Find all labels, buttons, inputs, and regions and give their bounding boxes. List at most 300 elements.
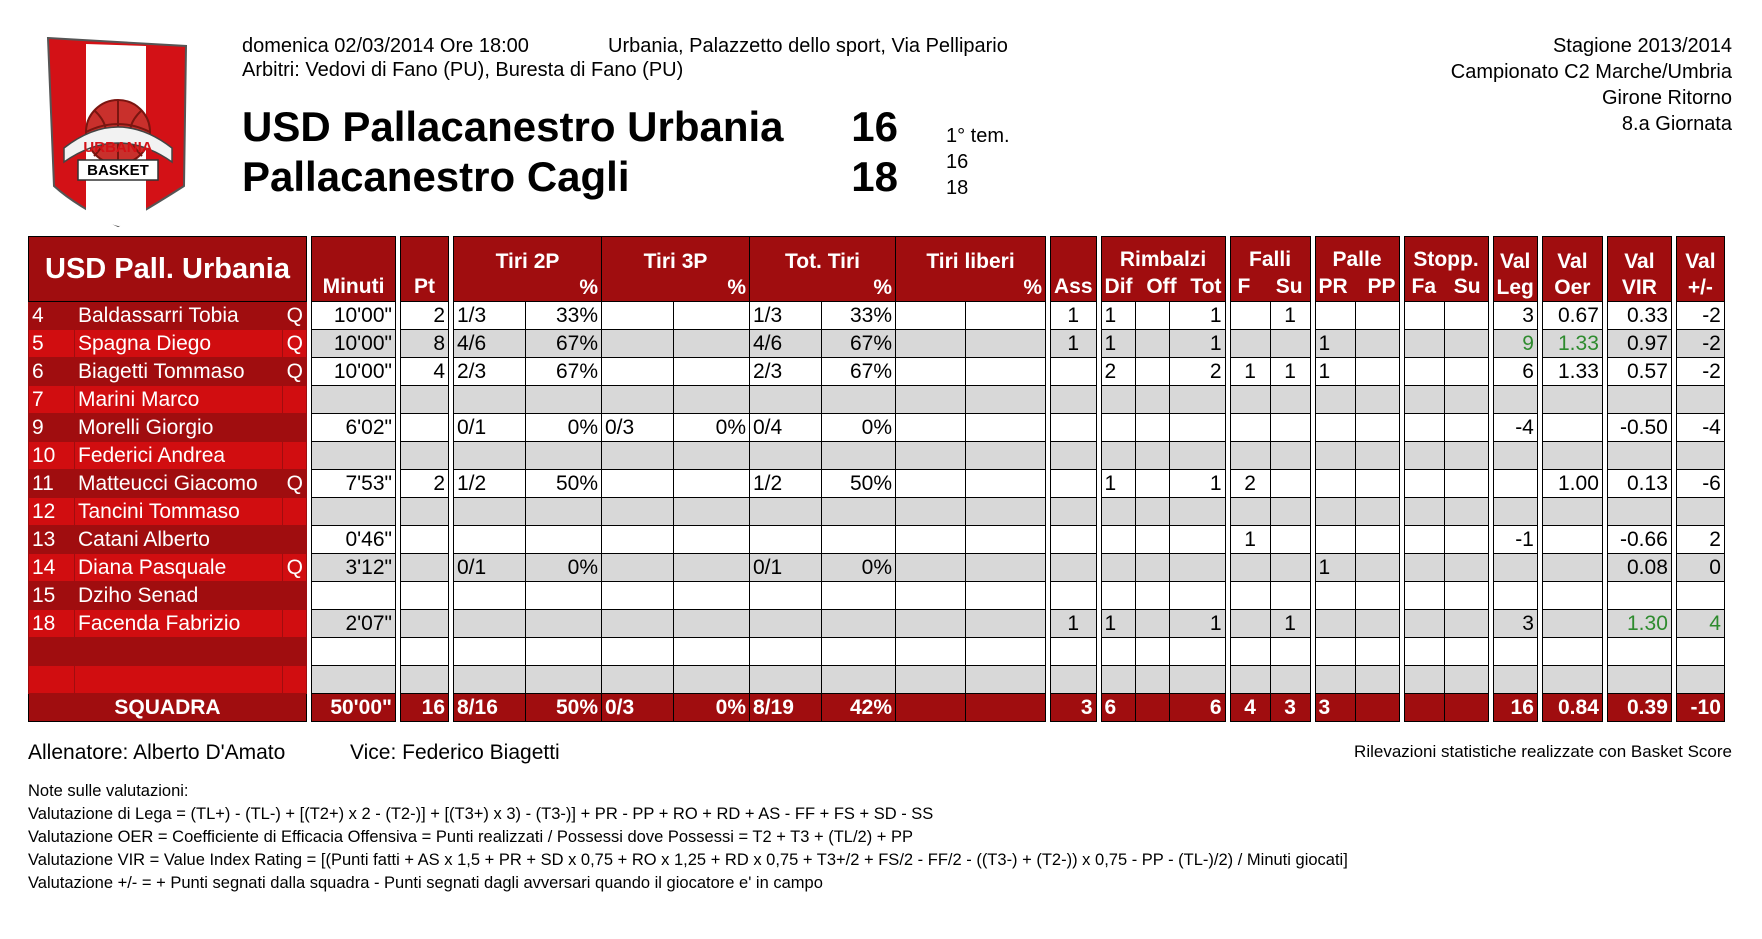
cell-pt: 4	[401, 358, 449, 386]
cell-name: Facenda Fabrizio	[75, 610, 283, 638]
totals-rtot: 6	[1169, 694, 1225, 722]
cell-ssu	[1444, 526, 1488, 554]
cell-tl	[896, 442, 966, 470]
cell-fsu	[1270, 442, 1310, 470]
cell-t2p	[526, 442, 602, 470]
cell-tl	[896, 470, 966, 498]
cell-pt	[401, 638, 449, 666]
cell-ttp	[822, 386, 896, 414]
cell-ssu	[1444, 358, 1488, 386]
cell-tl	[896, 414, 966, 442]
cell-t3	[602, 582, 674, 610]
cell-t2: 0/1	[454, 414, 526, 442]
cell-pr	[1315, 638, 1355, 666]
table-row	[29, 358, 1725, 386]
cell-vir	[1607, 582, 1671, 610]
cell-tl	[896, 610, 966, 638]
table-row	[29, 638, 1725, 666]
cell-ass: 1	[1051, 302, 1097, 330]
cell-tl	[896, 554, 966, 582]
cell-pr: 1	[1315, 358, 1355, 386]
cell-rdif	[1101, 638, 1135, 666]
table-row	[29, 470, 1725, 498]
cell-tl	[896, 638, 966, 666]
cell-pt	[401, 666, 449, 694]
home-score: 16	[851, 103, 898, 150]
cell-sfa	[1404, 582, 1444, 610]
cell-oer	[1542, 638, 1602, 666]
header-tiri3p: Tiri 3P	[643, 250, 708, 273]
cell-pr	[1315, 414, 1355, 442]
cell-t3p	[674, 610, 750, 638]
cell-oer	[1542, 666, 1602, 694]
cell-leg: 6	[1493, 358, 1537, 386]
cell-t2	[454, 666, 526, 694]
cell-t2	[454, 610, 526, 638]
cell-tlp	[966, 526, 1046, 554]
cell-t3p	[674, 302, 750, 330]
header-oer: Oer	[1554, 276, 1591, 299]
cell-ttp	[822, 610, 896, 638]
cell-t2p	[526, 386, 602, 414]
cell-roff	[1135, 666, 1169, 694]
cell-pm	[1676, 498, 1724, 526]
cell-rdif: 1	[1101, 610, 1135, 638]
cell-min	[312, 386, 396, 414]
cell-t2	[454, 442, 526, 470]
cell-ssu	[1444, 666, 1488, 694]
header-stopp-fa: Fa	[1411, 275, 1437, 298]
cell-rdif: 1	[1101, 330, 1135, 358]
header-pm: +/-	[1687, 276, 1713, 299]
cell-t3	[602, 666, 674, 694]
table-row	[29, 610, 1725, 638]
round: Girone Ritorno	[1601, 87, 1732, 109]
totals-t3p: 0%	[674, 694, 750, 722]
coach: Allenatore: Alberto D'Amato	[28, 741, 286, 764]
header-falli-f: F	[1237, 275, 1251, 298]
cell-t2: 0/1	[454, 554, 526, 582]
cell-leg: 3	[1493, 302, 1537, 330]
cell-rtot	[1169, 386, 1225, 414]
cell-pr: 1	[1315, 330, 1355, 358]
cell-rtot: 2	[1169, 358, 1225, 386]
cell-ssu	[1444, 610, 1488, 638]
note-oer: Valutazione OER = Coefficiente di Efficacia Offensiva = Punti realizzati / Possessi dove Possessi = T2 + T3 + (TL/2) + PP	[28, 828, 914, 846]
cell-ssu	[1444, 554, 1488, 582]
cell-rdif	[1101, 386, 1135, 414]
cell-t2: 4/6	[454, 330, 526, 358]
totals-ssu	[1444, 694, 1488, 722]
cell-pm	[1676, 666, 1724, 694]
cell-ass: 1	[1051, 610, 1097, 638]
cell-rdif	[1101, 498, 1135, 526]
cell-tt	[750, 498, 822, 526]
logo-text-basket: BASKET	[87, 162, 149, 179]
header-val-oer: Val	[1557, 250, 1588, 273]
cell-oer: 1.33	[1542, 358, 1602, 386]
cell-leg	[1493, 582, 1537, 610]
header-val-vir: Val	[1624, 250, 1655, 273]
cell-pt	[401, 582, 449, 610]
header-tiriliberi-pct: %	[1023, 276, 1042, 299]
header-ass: Ass	[1051, 237, 1097, 302]
note-plusminus: Valutazione +/- = + Punti segnati dalla squadra - Punti segnati dagli avversari quando il giocatore e' in campo	[28, 874, 823, 892]
cell-pp	[1355, 442, 1399, 470]
notes-title: Note sulle valutazioni:	[28, 782, 189, 800]
cell-ff	[1230, 638, 1270, 666]
cell-vir: 0.33	[1607, 302, 1671, 330]
cell-ass: 1	[1051, 330, 1097, 358]
cell-num: 10	[29, 442, 75, 470]
cell-rtot	[1169, 414, 1225, 442]
header-palle-pp: PP	[1367, 275, 1396, 298]
header-rdif: Dif	[1104, 275, 1133, 298]
cell-q	[283, 610, 307, 638]
table-row	[29, 330, 1725, 358]
cell-t2	[454, 582, 526, 610]
cell-ass	[1051, 470, 1097, 498]
cell-oer: 1.33	[1542, 330, 1602, 358]
cell-min	[312, 638, 396, 666]
cell-name	[75, 638, 283, 666]
cell-num: 4	[29, 302, 75, 330]
cell-ssu	[1444, 442, 1488, 470]
cell-pm: -2	[1676, 302, 1724, 330]
cell-pt	[401, 526, 449, 554]
cell-q	[283, 414, 307, 442]
cell-rdif	[1101, 442, 1135, 470]
cell-pr	[1315, 302, 1355, 330]
cell-tt	[750, 442, 822, 470]
cell-t3	[602, 610, 674, 638]
cell-q: Q	[283, 330, 307, 358]
cell-leg: -4	[1493, 414, 1537, 442]
cell-pr	[1315, 386, 1355, 414]
cell-ass	[1051, 442, 1097, 470]
cell-pr	[1315, 582, 1355, 610]
cell-t3: 0/3	[602, 414, 674, 442]
cell-min	[312, 666, 396, 694]
cell-tl	[896, 526, 966, 554]
cell-fsu	[1270, 498, 1310, 526]
cell-oer: 1.00	[1542, 470, 1602, 498]
cell-pm: 0	[1676, 554, 1724, 582]
cell-pm	[1676, 442, 1724, 470]
cell-pr	[1315, 526, 1355, 554]
cell-q	[283, 582, 307, 610]
cell-ass	[1051, 638, 1097, 666]
cell-pp	[1355, 582, 1399, 610]
cell-t2: 1/3	[454, 302, 526, 330]
stats-credits: Rilevazioni statistiche realizzate con Basket Score	[1354, 742, 1732, 761]
cell-fsu: 1	[1270, 610, 1310, 638]
cell-t2p: 67%	[526, 330, 602, 358]
cell-leg: -1	[1493, 526, 1537, 554]
home-team-name: USD Pallacanestro Urbania	[242, 103, 784, 150]
cell-pp	[1355, 498, 1399, 526]
cell-t2p: 0%	[526, 554, 602, 582]
cell-pp	[1355, 302, 1399, 330]
cell-min	[312, 442, 396, 470]
cell-ass	[1051, 386, 1097, 414]
cell-t3p	[674, 442, 750, 470]
cell-t2	[454, 526, 526, 554]
cell-num: 7	[29, 386, 75, 414]
cell-t2p: 50%	[526, 470, 602, 498]
cell-pm: -4	[1676, 414, 1724, 442]
cell-vir: 1.30	[1607, 610, 1671, 638]
cell-pp	[1355, 554, 1399, 582]
cell-vir: -0.66	[1607, 526, 1671, 554]
cell-sfa	[1404, 386, 1444, 414]
totals-pm: -10	[1676, 694, 1724, 722]
cell-min: 0'46"	[312, 526, 396, 554]
cell-ttp: 0%	[822, 554, 896, 582]
cell-roff	[1135, 638, 1169, 666]
cell-oer	[1542, 414, 1602, 442]
cell-num: 5	[29, 330, 75, 358]
cell-rtot	[1169, 526, 1225, 554]
logo-text-50: 50°	[116, 192, 144, 212]
cell-ass	[1051, 554, 1097, 582]
cell-ff	[1230, 414, 1270, 442]
table-row	[29, 414, 1725, 442]
cell-t3	[602, 638, 674, 666]
header-palle: Palle	[1332, 248, 1382, 271]
cell-pt	[401, 554, 449, 582]
table-row	[29, 554, 1725, 582]
cell-ass	[1051, 414, 1097, 442]
cell-tt: 1/2	[750, 470, 822, 498]
cell-q	[283, 638, 307, 666]
cell-t3p	[674, 638, 750, 666]
totals-t2p: 50%	[526, 694, 602, 722]
totals-leg: 16	[1493, 694, 1537, 722]
totals-ff: 4	[1230, 694, 1270, 722]
cell-num: 6	[29, 358, 75, 386]
cell-ssu	[1444, 302, 1488, 330]
cell-tt: 0/4	[750, 414, 822, 442]
cell-t2: 2/3	[454, 358, 526, 386]
cell-fsu	[1270, 638, 1310, 666]
totals-roff	[1135, 694, 1169, 722]
cell-rtot: 1	[1169, 470, 1225, 498]
cell-vir: -0.50	[1607, 414, 1671, 442]
cell-q	[283, 386, 307, 414]
cell-min: 10'00"	[312, 330, 396, 358]
team-logo	[46, 36, 192, 228]
cell-pp	[1355, 330, 1399, 358]
totals-min: 50'00"	[312, 694, 396, 722]
cell-tt: 4/6	[750, 330, 822, 358]
cell-t3	[602, 442, 674, 470]
cell-rdif: 1	[1101, 302, 1135, 330]
cell-ssu	[1444, 582, 1488, 610]
cell-min: 2'07"	[312, 610, 396, 638]
cell-roff	[1135, 358, 1169, 386]
cell-roff	[1135, 470, 1169, 498]
cell-vir: 0.08	[1607, 554, 1671, 582]
cell-tl	[896, 330, 966, 358]
cell-tt	[750, 582, 822, 610]
cell-fsu	[1270, 386, 1310, 414]
cell-t3p	[674, 666, 750, 694]
cell-pp	[1355, 414, 1399, 442]
header-rimbalzi: Rimbalzi	[1119, 248, 1207, 271]
cell-num: 18	[29, 610, 75, 638]
header-tottiri-pct: %	[873, 276, 892, 299]
cell-t3	[602, 302, 674, 330]
cell-oer	[1542, 498, 1602, 526]
totals-pr: 3	[1315, 694, 1355, 722]
cell-tt: 2/3	[750, 358, 822, 386]
cell-sfa	[1404, 470, 1444, 498]
cell-ssu	[1444, 414, 1488, 442]
cell-q: Q	[283, 302, 307, 330]
cell-num	[29, 638, 75, 666]
cell-tlp	[966, 498, 1046, 526]
cell-t2p	[526, 582, 602, 610]
cell-oer	[1542, 554, 1602, 582]
cell-sfa	[1404, 302, 1444, 330]
cell-ff: 1	[1230, 526, 1270, 554]
cell-tlp	[966, 386, 1046, 414]
cell-leg	[1493, 470, 1537, 498]
away-score: 18	[851, 153, 898, 200]
cell-leg	[1493, 666, 1537, 694]
cell-tlp	[966, 442, 1046, 470]
cell-t2p: 33%	[526, 302, 602, 330]
totals-row	[29, 694, 1725, 722]
cell-tl	[896, 302, 966, 330]
cell-t2	[454, 386, 526, 414]
table-team-title: USD Pall. Urbania	[29, 237, 307, 302]
cell-fsu: 1	[1270, 358, 1310, 386]
cell-ssu	[1444, 386, 1488, 414]
cell-fsu	[1270, 470, 1310, 498]
header-stopp-su: Su	[1453, 275, 1481, 298]
header-rtot: Tot	[1190, 275, 1222, 298]
cell-ass	[1051, 666, 1097, 694]
totals-tlp	[966, 694, 1046, 722]
cell-q: Q	[283, 554, 307, 582]
cell-t3	[602, 498, 674, 526]
cell-ssu	[1444, 638, 1488, 666]
cell-rdif: 2	[1101, 358, 1135, 386]
cell-leg: 3	[1493, 610, 1537, 638]
cell-vir: 0.57	[1607, 358, 1671, 386]
cell-fsu	[1270, 330, 1310, 358]
cell-num: 15	[29, 582, 75, 610]
cell-name: Federici Andrea	[75, 442, 283, 470]
cell-pp	[1355, 666, 1399, 694]
cell-sfa	[1404, 554, 1444, 582]
cell-pt	[401, 498, 449, 526]
cell-t2p: 67%	[526, 358, 602, 386]
cell-pp	[1355, 358, 1399, 386]
referees: Arbitri: Vedovi di Fano (PU), Buresta di Fano (PU)	[242, 59, 684, 81]
table-row	[29, 498, 1725, 526]
cell-ff	[1230, 554, 1270, 582]
cell-ff	[1230, 386, 1270, 414]
cell-tt	[750, 666, 822, 694]
cell-pr	[1315, 442, 1355, 470]
table-row	[29, 666, 1725, 694]
cell-ass	[1051, 498, 1097, 526]
totals-fsu: 3	[1270, 694, 1310, 722]
cell-ttp	[822, 582, 896, 610]
cell-tlp	[966, 302, 1046, 330]
cell-min	[312, 498, 396, 526]
cell-ttp: 50%	[822, 470, 896, 498]
header-pt: Pt	[401, 237, 449, 302]
cell-sfa	[1404, 666, 1444, 694]
cell-sfa	[1404, 414, 1444, 442]
totals-ttp: 42%	[822, 694, 896, 722]
cell-t3p	[674, 582, 750, 610]
cell-rtot	[1169, 498, 1225, 526]
cell-t2p: 0%	[526, 414, 602, 442]
totals-t3: 0/3	[602, 694, 674, 722]
cell-vir	[1607, 442, 1671, 470]
cell-pt	[401, 610, 449, 638]
cell-pp	[1355, 470, 1399, 498]
cell-pp	[1355, 638, 1399, 666]
cell-pt: 2	[401, 302, 449, 330]
cell-t3	[602, 554, 674, 582]
cell-t3p: 0%	[674, 414, 750, 442]
cell-rtot	[1169, 442, 1225, 470]
cell-name: Biagetti Tommaso	[75, 358, 283, 386]
cell-name: Baldassarri Tobia	[75, 302, 283, 330]
cell-oer: 0.67	[1542, 302, 1602, 330]
table-row	[29, 442, 1725, 470]
cell-name: Catani Alberto	[75, 526, 283, 554]
cell-ttp	[822, 666, 896, 694]
cell-tlp	[966, 554, 1046, 582]
cell-min: 7'53"	[312, 470, 396, 498]
cell-leg	[1493, 442, 1537, 470]
logo-text-urbania: URBANIA	[83, 139, 153, 156]
cell-pt: 8	[401, 330, 449, 358]
cell-tl	[896, 498, 966, 526]
cell-pt: 2	[401, 470, 449, 498]
cell-tlp	[966, 638, 1046, 666]
totals-oer: 0.84	[1542, 694, 1602, 722]
cell-q: Q	[283, 358, 307, 386]
cell-rtot: 1	[1169, 610, 1225, 638]
cell-tt	[750, 638, 822, 666]
table-row	[29, 582, 1725, 610]
cell-t3p	[674, 526, 750, 554]
cell-pr	[1315, 470, 1355, 498]
cell-ttp: 33%	[822, 302, 896, 330]
cell-pt	[401, 414, 449, 442]
cell-t2p	[526, 666, 602, 694]
cell-min: 6'02"	[312, 414, 396, 442]
header-leg: Leg	[1496, 276, 1534, 299]
cell-ff	[1230, 610, 1270, 638]
cell-q: Q	[283, 470, 307, 498]
cell-pp	[1355, 386, 1399, 414]
cell-tlp	[966, 666, 1046, 694]
cell-t3p	[674, 470, 750, 498]
cell-ttp: 67%	[822, 330, 896, 358]
cell-ttp	[822, 442, 896, 470]
cell-t3p	[674, 498, 750, 526]
cell-vir	[1607, 386, 1671, 414]
